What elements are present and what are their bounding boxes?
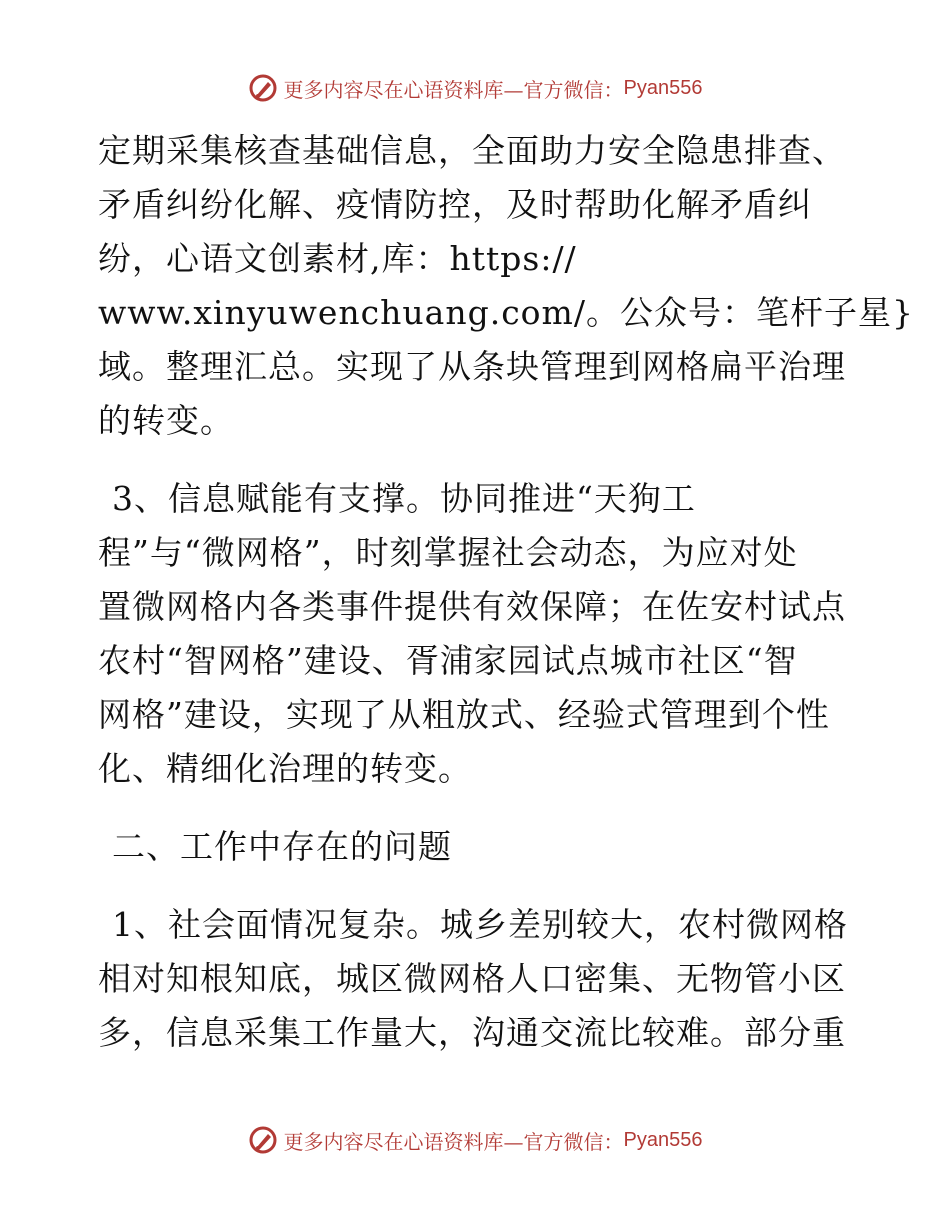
text-line: 矛盾纠纷化解、疫情防控，及时帮助化解矛盾纠 (98, 185, 812, 224)
text-line: 纷，心语文创素材,库：https:// (98, 239, 577, 278)
paragraph-3 (98, 898, 858, 1060)
watermark-banner-bottom (0, 1120, 950, 1160)
text-line: www.xinyuwenchuang.com/。公众号：笔杆子星} (98, 293, 914, 332)
text-line: 域。整理汇总。实现了从条块管理到网格扁平治理 (98, 347, 846, 386)
section-heading (98, 820, 858, 874)
heading-line: 二、工作中存在的问题 (112, 827, 452, 866)
text-line: 多，信息采集工作量大，沟通交流比较难。部分重 (98, 1013, 846, 1052)
text-line: 1、社会面情况复杂。城乡差别较大，农村微网格 (112, 905, 848, 944)
watermark-text: 更多内容尽在心语资料库—官方微信： (283, 1129, 624, 1154)
text-line: 的转变。 (98, 401, 234, 440)
paragraph-2 (98, 472, 858, 796)
document-body (98, 124, 914, 1060)
watermark-account: Pyan556 (623, 1128, 703, 1151)
watermark-text: 更多内容尽在心语资料库—官方微信： (283, 77, 624, 102)
text-line: 农村“智网格”建设、胥浦家园试点城市社区“智 (98, 641, 798, 680)
paragraph-1 (98, 124, 914, 448)
text-line: 化、精细化治理的转变。 (98, 749, 472, 788)
text-line: 程”与“微网格”，时刻掌握社会动态，为应对处 (98, 533, 798, 572)
pen-logo-icon (248, 73, 278, 103)
watermark-banner-top (0, 68, 950, 108)
text-line: 置微网格内各类事件提供有效保障；在佐安村试点 (98, 587, 846, 626)
watermark-account: Pyan556 (623, 76, 703, 99)
text-line: 网格”建设，实现了从粗放式、经验式管理到个性 (98, 695, 830, 734)
pen-logo-icon (248, 1125, 278, 1155)
text-line: 定期采集核查基础信息，全面助力安全隐患排查、 (98, 131, 846, 170)
text-line: 3、信息赋能有支撑。协同推进“天狗工 (112, 479, 696, 518)
text-line: 相对知根知底，城区微网格人口密集、无物管小区 (98, 959, 846, 998)
